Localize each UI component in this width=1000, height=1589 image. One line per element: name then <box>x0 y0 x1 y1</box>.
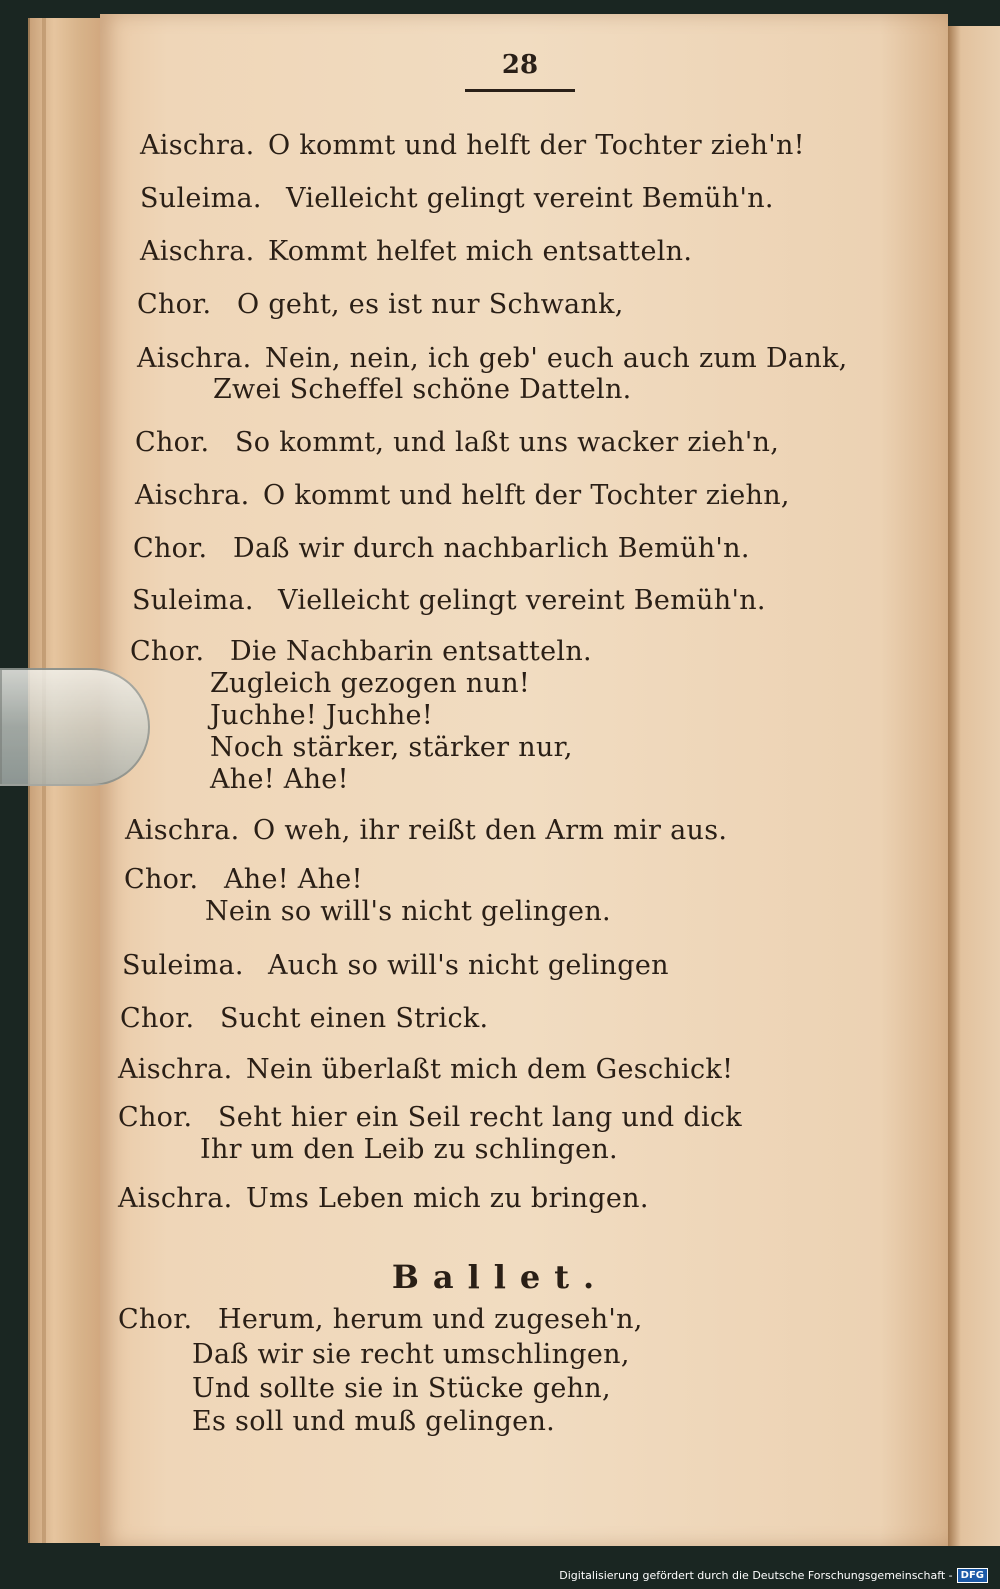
speaker-name: Chor. <box>118 1304 193 1335</box>
verse-line <box>210 700 433 731</box>
verse-line-text: Ihr um den Leib zu schlingen. <box>200 1134 618 1165</box>
verse-line-text: Noch stärker, stärker nur, <box>210 732 573 763</box>
speaker-name: Chor. <box>118 1102 193 1133</box>
speaker-name: Aischra. <box>125 815 240 846</box>
verse-line <box>124 864 363 895</box>
book-edge-right <box>948 26 1000 1546</box>
verse-line <box>125 815 727 846</box>
verse-line <box>192 1373 611 1404</box>
speaker-name: Aischra. <box>118 1183 233 1214</box>
speaker-name: Aischra. <box>118 1054 233 1085</box>
verse-line <box>140 183 774 214</box>
verse-line <box>210 668 530 699</box>
verse-line-text: Die Nachbarin entsatteln. <box>230 636 592 667</box>
verse-line <box>137 343 848 374</box>
verse-line <box>200 1134 618 1165</box>
speaker-name: Aischra. <box>140 236 255 267</box>
verse-line-text: Vielleicht gelingt vereint Bemüh'n. <box>286 183 774 214</box>
verse-line <box>118 1183 649 1214</box>
verse-line-text: Kommt helfet mich entsatteln. <box>268 236 693 267</box>
speaker-name: Chor. <box>124 864 199 895</box>
speaker-name: Aischra. <box>135 480 250 511</box>
verse-line-text: Ahe! Ahe! <box>224 864 363 895</box>
verse-line <box>192 1339 630 1370</box>
verse-line-text: Und sollte sie in Stücke gehn, <box>192 1373 611 1404</box>
verse-line-text: Sucht einen Strick. <box>220 1003 489 1034</box>
speaker-name: Chor. <box>135 427 210 458</box>
verse-line-text: Vielleicht gelingt vereint Bemüh'n. <box>278 585 766 616</box>
verse-line <box>118 1054 733 1085</box>
verse-line-text: Ums Leben mich zu bringen. <box>246 1183 649 1214</box>
verse-line <box>213 374 632 405</box>
verse-line <box>132 585 766 616</box>
verse-line-text: Ahe! Ahe! <box>210 764 349 795</box>
footer-credit <box>559 1565 988 1585</box>
verse-line-text: Daß wir sie recht umschlingen, <box>192 1339 630 1370</box>
verse-line-text: Daß wir durch nachbarlich Bemüh'n. <box>233 533 750 564</box>
verse-line <box>122 950 669 981</box>
verse-line-text: O kommt und helft der Tochter ziehn, <box>263 480 790 511</box>
speaker-name: Aischra. <box>140 130 255 161</box>
verse-line-text: Zwei Scheffel schöne Datteln. <box>213 374 632 405</box>
verse-line-text: O geht, es ist nur Schwank, <box>237 289 624 320</box>
verse-line <box>205 896 611 927</box>
dfg-logo: DFG <box>957 1568 988 1583</box>
verse-line <box>118 1102 742 1133</box>
verse-line <box>133 533 750 564</box>
speaker-name: Suleima. <box>132 585 254 616</box>
verse-line <box>210 732 573 763</box>
verse-line-text: Nein, nein, ich geb' euch auch zum Dank, <box>265 343 848 374</box>
speaker-name: Suleima. <box>140 183 262 214</box>
verse-line-text: Seht hier ein Seil recht lang und dick <box>218 1102 742 1133</box>
speaker-name: Aischra. <box>137 343 252 374</box>
ballet-heading: Ballet. <box>391 1258 609 1296</box>
verse-line <box>137 289 624 320</box>
verse-line <box>135 427 779 458</box>
speaker-name: Chor. <box>130 636 205 667</box>
verse-line <box>130 636 592 667</box>
verse-line <box>140 130 805 161</box>
footer-text: Digitalisierung gefördert durch die Deutsche Forschungsgemeinschaft - <box>559 1568 953 1582</box>
verse-line-text: Nein überlaßt mich dem Geschick! <box>246 1054 734 1085</box>
speaker-name: Suleima. <box>122 950 244 981</box>
verse-line-text: Juchhe! Juchhe! <box>210 700 433 731</box>
verse-line-text: Nein so will's nicht gelingen. <box>205 896 611 927</box>
page-number-rule <box>465 89 575 92</box>
verse-line-text: O kommt und helft der Tochter zieh'n! <box>268 130 805 161</box>
speaker-name: Chor. <box>137 289 212 320</box>
verse-line-text: So kommt, und laßt uns wacker zieh'n, <box>235 427 780 458</box>
page-number: 28 <box>501 50 539 80</box>
page-marker-tab <box>0 668 150 786</box>
verse-line <box>135 480 790 511</box>
verse-line-text: Zugleich gezogen nun! <box>210 668 531 699</box>
speaker-name: Chor. <box>120 1003 195 1034</box>
verse-line <box>120 1003 488 1034</box>
verse-line-text: Es soll und muß gelingen. <box>192 1406 556 1437</box>
speaker-name: Chor. <box>133 533 208 564</box>
verse-line <box>192 1406 555 1437</box>
verse-line-text: Auch so will's nicht gelingen <box>268 950 669 981</box>
verse-line <box>140 236 692 267</box>
verse-line-text: Herum, herum und zugeseh'n, <box>218 1304 643 1335</box>
verse-line <box>118 1304 643 1335</box>
verse-line-text: O weh, ihr reißt den Arm mir aus. <box>253 815 728 846</box>
verse-line <box>210 764 349 795</box>
